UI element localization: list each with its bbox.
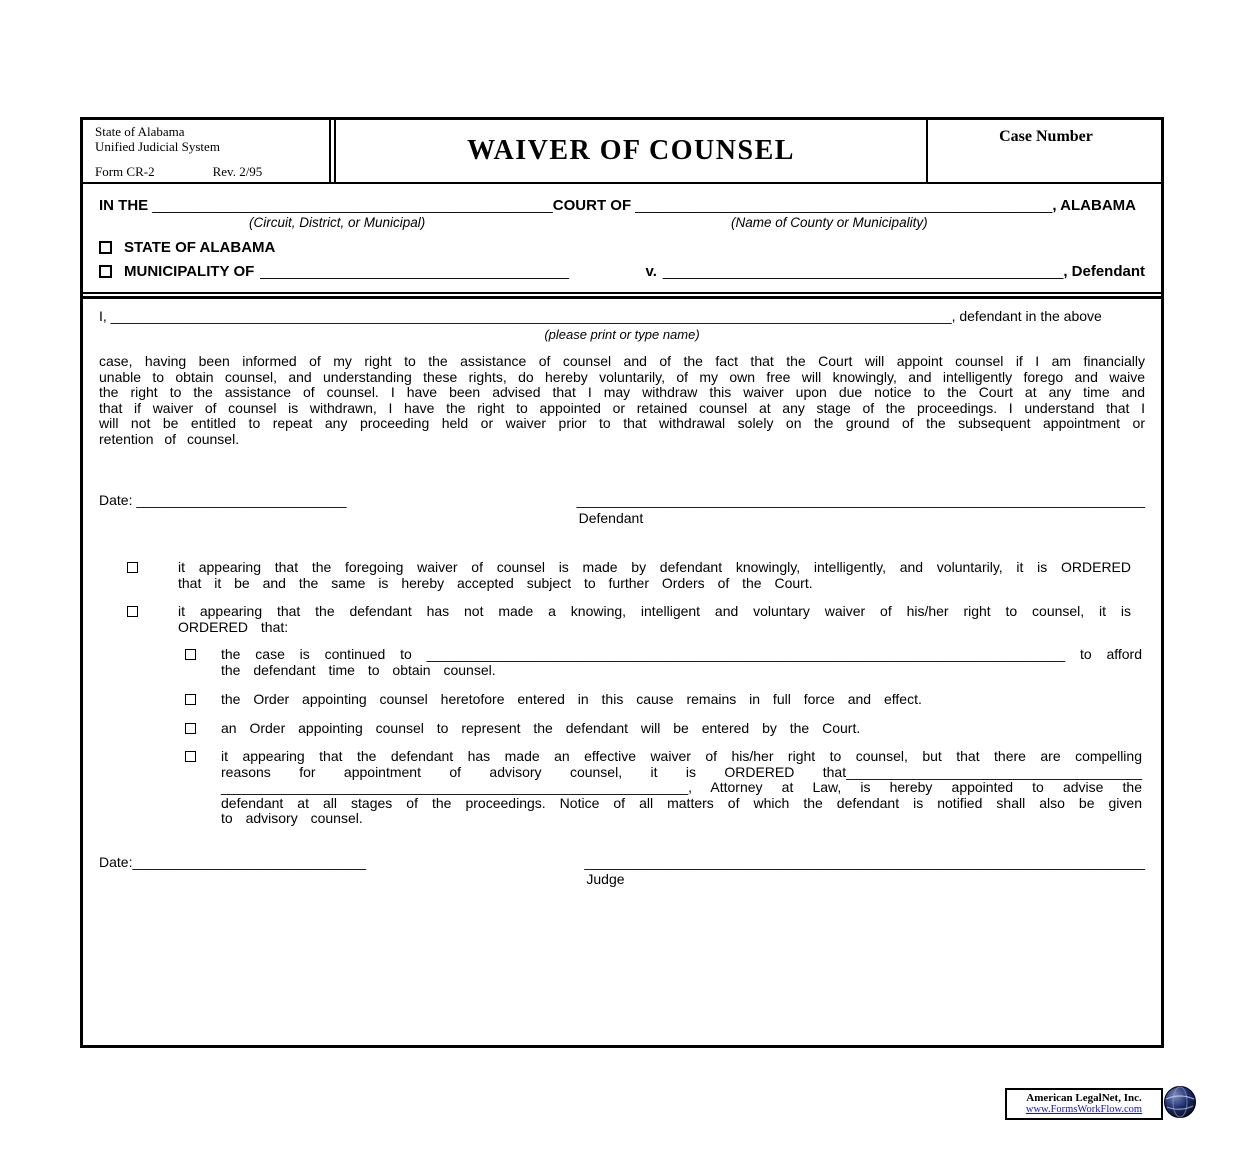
judge-signature-blank: ________________________________________________________________________ [584,853,1145,870]
judge-date-line [99,855,366,888]
section-divider [83,292,1161,299]
defendant-signature-label: Defendant [578,509,644,526]
prior-order-checkbox[interactable] [185,694,196,705]
advisory-counsel-post: , Attorney at Law, is hereby appointed to advise the defendant at all stages of the proceedings. Notice of all matters of which the defendant is notified shall also be given to advisory counsel. [221,779,1142,826]
in-the-label: IN THE [99,197,149,214]
circuit-hint: (Circuit, District, or Municipal) [249,215,426,230]
order-reject-text: it appearing that the defendant has not made a knowing, intelligent and voluntary waiver of his/her right to counsel, it is ORDERED that: [178,603,1131,635]
continue-case-item [99,647,1145,678]
judge-date-blank: ______________________________ [132,853,367,870]
defendant-print-name-blank: ____________________________________________________________________________________________________________ [110,308,952,324]
org-system: Unified Judicial System [95,139,220,154]
order-accept-text: it appearing that the foregoing waiver of counsel is made by defendant knowingly, intelligently, and voluntarily, it is ORDERED that it be and the same is hereby accepted subject to further Orders of the Court. [178,559,1131,591]
continue-case-pre: the case is continued to [221,646,412,662]
court-section [83,184,1161,292]
advisory-counsel-item [99,749,1145,827]
judge-signature-row [99,855,1145,888]
page-title: WAIVER OF COUNSEL [467,135,795,166]
legalnet-url[interactable]: www.FormsWorkFlow.com [1025,1104,1143,1115]
municipality-checkbox[interactable] [99,265,112,278]
declaration-prefix: I, [99,308,107,324]
new-order-item [99,721,1145,737]
prior-order-item [99,692,1145,708]
new-order-text: an Order appointing counsel to represent the defendant will be entered by the Court. [221,719,861,736]
legalnet-name: American LegalNet, Inc. [1026,1092,1142,1104]
state-of-alabama-row [99,239,1145,256]
municipality-row [99,263,1145,292]
judge-signature-label: Judge [586,871,625,887]
judge-date-label: Date: [99,853,133,870]
municipality-blank: _____________________________________ [260,263,569,280]
advisory-name-blank-1: ______________________________________ [846,763,1142,780]
defendant-date-label: Date: [99,492,133,508]
county-name-blank: __________________________________________________ [635,197,1053,214]
waiver-of-counsel-form [80,117,1164,1048]
form-header [83,120,1161,184]
print-name-hint: (please print or type name) [544,326,700,342]
order-accept-checkbox[interactable] [127,562,138,573]
legalnet-box [1005,1088,1163,1120]
globe-icon [1163,1085,1197,1124]
court-name-blank: ________________________________________________ [152,197,553,214]
defendant-signature-blank: _________________________________________________________________________ [576,492,1145,508]
continue-case-checkbox[interactable] [185,649,196,660]
defendant-date-blank: ___________________________ [136,492,347,508]
state-of-alabama-label: STATE OF ALABAMA [124,239,276,256]
case-number-box [931,120,1161,182]
declaration-line [99,309,1145,325]
alabama-label: , ALABAMA [1052,197,1137,214]
form-header-left [83,120,331,182]
defendant-signature-row [99,493,1145,526]
continue-case-post: to afford the defendant time to obtain counsel. [221,646,1142,678]
county-hint: (Name of County or Municipality) [731,215,928,230]
new-order-checkbox[interactable] [185,723,196,734]
org-name: State of Alabama [95,124,185,139]
form-title-cell [334,120,928,182]
waiver-paragraph: case, having been informed of my right to the assistance of counsel and of the fact that the Court will appoint counsel if I am financially unable to obtain counsel, and understanding these rights, do hereby voluntarily, of my own free will knowingly, and intelligently forego and waive the right to the assistance of counsel. I have been advised that I may withdraw this waiver upon due notice to the Court at any time and that if waiver of counsel is withdrawn, I have the right to appointed or retained counsel at any stage of the proceedings. I understand that I will not be entitled to repeat any proceeding held or waiver prior to that withdrawal solely on the ground of the subsequent appointment or retention of counsel. [99,353,1145,447]
versus-defendant-blank: ________________________________________________ [662,263,1064,280]
advisory-name-blank-2: ____________________________________________________________ [221,779,689,795]
defendant-suffix-label: , Defendant [1063,263,1145,280]
defendant-date-line [99,493,347,526]
declaration-suffix: , defendant in the above [951,308,1102,324]
court-hints [99,214,1145,234]
order-reject-item [99,604,1145,635]
court-of-label: COURT OF [552,197,632,214]
continue-date-blank: __________________________________________________________________________________ [426,646,1066,662]
court-line [99,197,1145,214]
versus-label: v. [645,263,657,280]
prior-order-text: the Order appointing counsel heretofore entered in this cause remains in full force and effect. [221,691,922,707]
order-accept-item [99,560,1145,591]
advisory-counsel-pre: it appearing that the defendant has made an effective waiver of his/her right to counsel, but that there are compelling reasons for appointment of advisory counsel, it is ORDERED that [221,748,1142,780]
defendant-signature-block [577,493,1145,526]
judge-signature-block [584,855,1145,888]
advisory-counsel-checkbox[interactable] [185,751,196,762]
municipality-label: MUNICIPALITY OF [124,263,255,280]
form-revision: Rev. 2/95 [212,164,263,179]
advisory-counsel-text [221,749,1142,827]
case-number-label: Case Number [999,128,1093,145]
state-of-alabama-checkbox[interactable] [99,241,112,254]
form-body [83,299,1161,898]
continue-case-text [221,647,1142,678]
form-number: Form CR-2 [95,164,155,179]
order-reject-checkbox[interactable] [127,606,138,617]
